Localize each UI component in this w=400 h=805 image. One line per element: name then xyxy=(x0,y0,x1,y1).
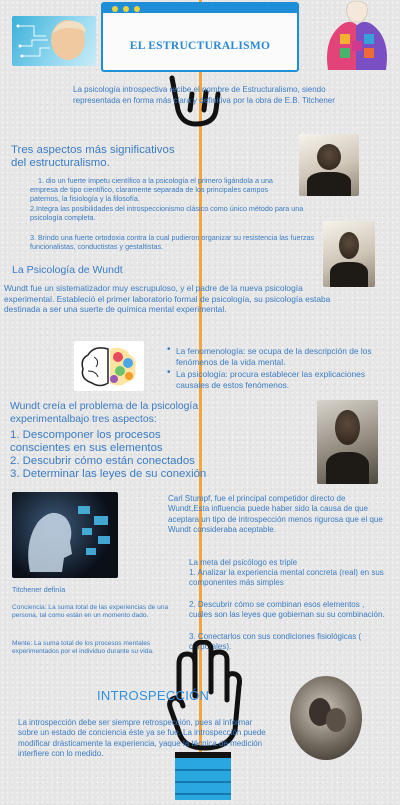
aspect-item-3: 3. Brindo una fuerte ortodoxia contra la cual pudieron organizar su resistencia las fuerzas funcionalistas, conductistas y gestaltistas. xyxy=(30,233,315,251)
meta-intro: La meta del psicólogo es triple xyxy=(189,558,298,567)
introspeccion-heading: INTROSPECCIÓN xyxy=(97,688,210,703)
meta-item-2: 2. Descubrir cómo se combinan esos elementos , cuáles son las leyes que gobiernan su su combinación. xyxy=(189,600,385,620)
problem-step-2: 2. Descubrir cómo están conectados xyxy=(10,455,195,467)
window-dot-icon xyxy=(112,6,118,12)
page-title: EL ESTRUCTURALISMO xyxy=(129,40,271,52)
problem-intro: Wundt creía el problema de la psicología experimentalbajo tres aspectos: xyxy=(10,401,199,425)
wundt-portrait-1 xyxy=(323,221,375,287)
title-window xyxy=(101,2,299,72)
stumpf-paragraph: Carl Stumpf, fue el principal competidor directo de Wundt,Esta influencia puede haber sido la causa de que aceptara un tipo de introspección menos rigurosa que el que Wundt consideraba aceptable. xyxy=(168,494,383,535)
window-dot-icon xyxy=(123,6,129,12)
introspeccion-body: La introspección debe ser siempre retrospección, pues al informar sobre un estado de conciencia éste ya se fue. La introspección puede modificar drásticamente la experiencia, yaque la técnica de medición interfiere con lo medido. xyxy=(18,718,266,759)
meta-item-1: 1. Analizar la experiencia mental concreta (real) en sus componentes más simples xyxy=(189,568,384,588)
problem-step-3: 3. Determinar las leyes de su conexión xyxy=(10,468,207,480)
intro-paragraph: La psicología introspectiva recibe el nombre de Estructuralismo, siendo representada en forma más clara y definitiva por la obra de E.B. Titchener xyxy=(73,85,335,105)
colorful-brain-image xyxy=(74,341,144,391)
aspect-item-2: 2.Integra las posibilidades del introspeccionismo clásico como único método para una psicología completa. xyxy=(30,204,304,222)
wundt-body: Wundt fue un sistematizador muy escrupuloso, y el padre de la nueva psicología experimental. Estableció el primer laboratorio formal de psicología, su psicología estaba destinada a ser una suerte de química mental experimental. xyxy=(4,283,331,315)
bullet-item: • La fenomenología: se ocupa de la descripción de los fenómenos de la vida mental. xyxy=(176,346,398,367)
window-dot-icon xyxy=(134,6,140,12)
aspects-heading: Tres aspectos más significativos del estructuralismo. xyxy=(11,144,175,170)
bullet-list xyxy=(166,346,398,390)
problem-step-1: 1. Descomponer los procesos conscientes en sus elementos xyxy=(10,429,163,455)
pointing-hand-illustration xyxy=(160,72,230,142)
conciencia-definition: Conciencia: La suma total de las experiencias de una persona, tal como están en un momento dado. xyxy=(12,604,169,620)
meta-item-3: 3. Conectarlos con sus condiciones fisiológicas ( corporales). xyxy=(189,632,362,652)
puzzle-heads-image xyxy=(322,0,392,78)
titchener-portrait xyxy=(299,134,359,196)
ai-head-image xyxy=(12,492,118,578)
aspect-item-1: 1. dio un fuerte ímpetu científico a la psicología el primero ligándola a una empresa de tipo científico, claramente separada de los principales campos paternos, la fisiología y la filosofía. xyxy=(30,176,273,203)
titchener-label: Titchener definía xyxy=(12,585,66,594)
window-title-bar xyxy=(103,4,297,13)
bullet-item: • La psicología: procura establecer las explicaciones causales de estos fenómenos. xyxy=(176,369,398,390)
introspeccion-portrait xyxy=(290,676,362,760)
wundt-portrait-2 xyxy=(317,400,378,484)
mente-definition: Mente: La suma total de los procesos mentales experimentados por el individuo durante su vida. xyxy=(12,640,154,656)
head-circuit-image xyxy=(12,16,96,66)
wundt-heading: La Psicología de Wundt xyxy=(12,264,123,276)
